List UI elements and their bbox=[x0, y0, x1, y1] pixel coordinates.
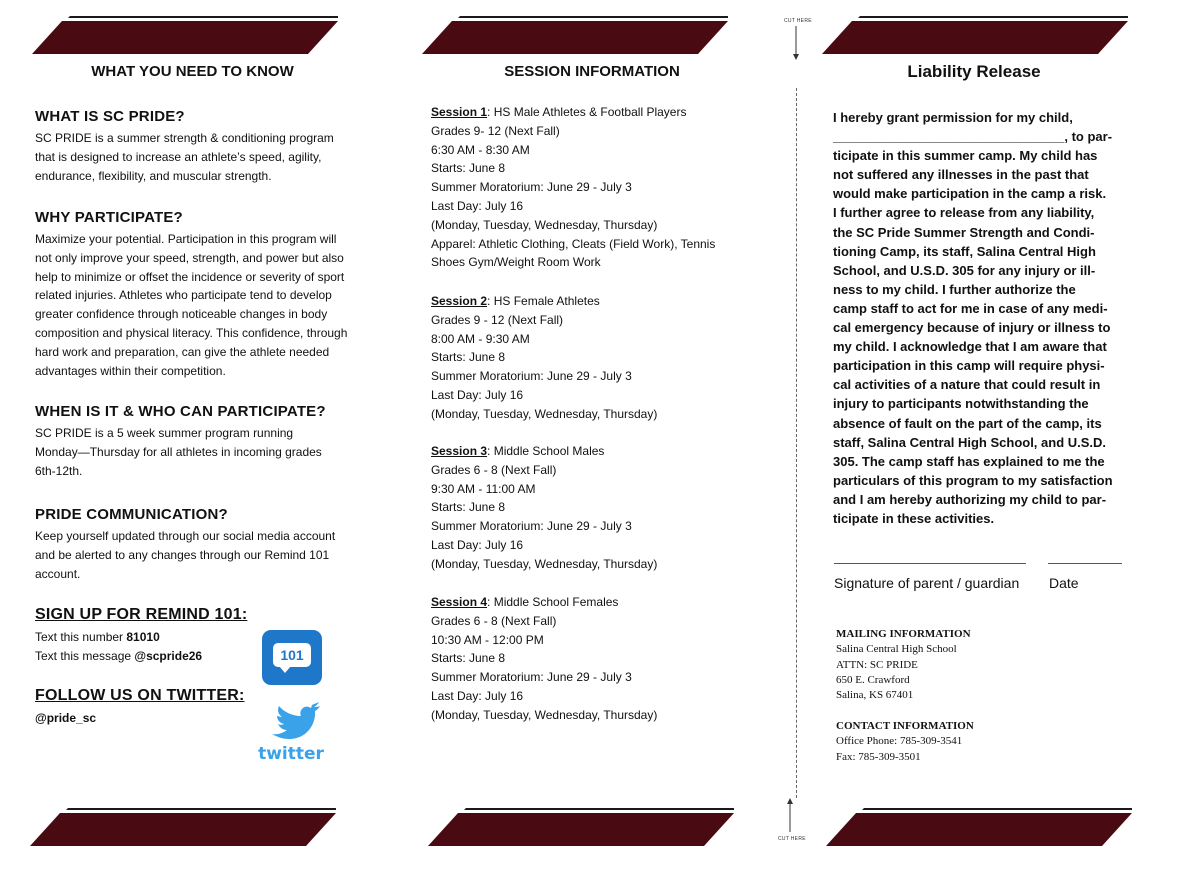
release-line: ticipate in these activities. bbox=[833, 510, 995, 526]
session-title: : HS Male Athletes & Football Players bbox=[487, 105, 687, 119]
contact-title: CONTACT INFORMATION bbox=[836, 720, 974, 732]
remind-icon-text: 101 bbox=[273, 643, 311, 667]
release-line: I hereby grant permission for my child, bbox=[833, 110, 1073, 125]
session-4 bbox=[431, 593, 751, 725]
twitter-title: FOLLOW US ON TWITTER: bbox=[35, 687, 245, 704]
mailing-line: ATTN: SC PRIDE bbox=[836, 658, 918, 671]
session-line: Last Day: July 16 bbox=[431, 537, 524, 552]
signup-title: SIGN UP FOR REMIND 101: bbox=[35, 606, 248, 623]
signup-number-prefix: Text this number bbox=[35, 630, 127, 644]
mailing-info bbox=[836, 627, 1116, 703]
remind-101-icon bbox=[262, 630, 322, 685]
release-line: the SC Pride Summer Strength and Condi- bbox=[833, 224, 1095, 240]
session-line: (Monday, Tuesday, Wednesday, Thursday) bbox=[431, 556, 658, 571]
bottom-banner-left bbox=[30, 806, 340, 848]
comm-section bbox=[35, 506, 355, 583]
session-line: 8:00 AM - 9:30 AM bbox=[431, 331, 530, 346]
session-2 bbox=[431, 292, 751, 424]
session-line: Grades 6 - 8 (Next Fall) bbox=[431, 613, 557, 628]
contact-phone: Office Phone: 785-309-3541 bbox=[836, 735, 963, 748]
release-line: not suffered any illnesses in the past that bbox=[833, 167, 1089, 183]
session-line: Starts: June 8 bbox=[431, 500, 506, 515]
contact-info bbox=[836, 719, 1116, 765]
session-line: Grades 9- 12 (Next Fall) bbox=[431, 123, 560, 138]
release-line: injury to participants notwithstanding the bbox=[833, 396, 1089, 412]
session-header bbox=[431, 442, 751, 461]
left-heading: WHAT YOU NEED TO KNOW bbox=[91, 63, 294, 80]
what-section bbox=[35, 108, 355, 185]
cut-here-bottom-label: CUT HERE bbox=[778, 836, 806, 842]
what-title: WHAT IS SC PRIDE? bbox=[35, 108, 185, 125]
session-line: Summer Moratorium: June 29 - July 3 bbox=[431, 369, 632, 384]
right-heading: Liability Release bbox=[907, 62, 1041, 81]
session-3 bbox=[431, 442, 751, 574]
signature-line[interactable] bbox=[834, 563, 1026, 564]
date-label: Date bbox=[1049, 575, 1079, 591]
top-banner-middle bbox=[422, 14, 732, 56]
release-line: camp staff to act for me in case of any medi- bbox=[833, 300, 1108, 316]
session-name: Session 1 bbox=[431, 105, 488, 119]
session-header bbox=[431, 292, 751, 311]
session-line: Starts: June 8 bbox=[431, 161, 506, 176]
release-line: cal activities of a nature that could result in bbox=[833, 377, 1101, 393]
session-title: : HS Female Athletes bbox=[487, 294, 600, 308]
session-header bbox=[431, 103, 751, 122]
signup-message: @scpride26 bbox=[134, 648, 203, 663]
contact-fax: Fax: 785-309-3501 bbox=[836, 750, 921, 763]
middle-heading: SESSION INFORMATION bbox=[504, 63, 680, 80]
session-name: Session 2 bbox=[431, 294, 488, 308]
liability-release-text bbox=[833, 108, 1129, 528]
release-line: tioning Camp, its staff, Salina Central High bbox=[833, 243, 1096, 259]
date-line[interactable] bbox=[1048, 563, 1122, 564]
release-line: my child. I acknowledge that I am aware that bbox=[833, 339, 1107, 355]
mailing-line: Salina, KS 67401 bbox=[836, 689, 914, 702]
mailing-line: 650 E. Crawford bbox=[836, 673, 910, 686]
session-line: Shoes Gym/Weight Room Work bbox=[431, 255, 601, 270]
top-banner-right bbox=[822, 14, 1132, 56]
why-text: Maximize your potential. Participation in this program will not only improve your speed, strength, and power but also help to minimize or offset the incidence or severity of sport related injuries. Athletes who participate tend to develop greater confidence through noticeable changes in body composition and physical literacy. This confidence, through hard work and preparation, can give the athlete needed advantages within their competition. bbox=[35, 232, 348, 378]
twitter-handle: @pride_sc bbox=[35, 711, 97, 725]
session-line: Summer Moratorium: June 29 - July 3 bbox=[431, 670, 632, 685]
session-line: (Monday, Tuesday, Wednesday, Thursday) bbox=[431, 406, 658, 421]
release-line: staff, Salina Central High School, and U.S.D. bbox=[833, 434, 1107, 450]
signup-message-prefix: Text this message bbox=[35, 648, 135, 663]
release-line: ness to my child. I further authorize the bbox=[833, 281, 1076, 297]
session-line: Starts: June 8 bbox=[431, 651, 506, 666]
signup-number: 81010 bbox=[126, 630, 160, 644]
release-line: I further agree to release from any liability, bbox=[833, 205, 1095, 221]
release-line: 305. The camp staff has explained to me the bbox=[833, 453, 1105, 469]
release-line: ticipate in this summer camp. My child has bbox=[833, 148, 1098, 164]
session-line: Summer Moratorium: June 29 - July 3 bbox=[431, 180, 632, 195]
release-line: and I am hereby authorizing my child to par- bbox=[833, 491, 1107, 507]
session-line: 6:30 AM - 8:30 AM bbox=[431, 142, 530, 157]
release-line: would make participation in the camp a risk. bbox=[833, 186, 1107, 202]
session-line: Grades 6 - 8 (Next Fall) bbox=[431, 462, 557, 477]
bottom-banner-middle bbox=[428, 806, 738, 848]
why-title: WHY PARTICIPATE? bbox=[35, 209, 183, 226]
session-line: Last Day: July 16 bbox=[431, 198, 524, 213]
release-line: particulars of this program to my satisfaction bbox=[833, 472, 1113, 488]
session-line: 10:30 AM - 12:00 PM bbox=[431, 632, 544, 647]
what-text: SC PRIDE is a summer strength & conditioning program that is designed to increase an athlete’s speed, agility, endurance, flexibility, and muscular strength. bbox=[35, 131, 334, 183]
session-line: 9:30 AM - 11:00 AM bbox=[431, 481, 536, 496]
when-title: WHEN IS IT & WHO CAN PARTICIPATE? bbox=[35, 403, 326, 420]
session-name: Session 3 bbox=[431, 444, 488, 458]
mailing-title: MAILING INFORMATION bbox=[836, 628, 971, 640]
cut-dashed-line bbox=[796, 88, 797, 798]
session-line: Grades 9 - 12 (Next Fall) bbox=[431, 312, 564, 327]
release-line: absence of fault on the part of the camp, its bbox=[833, 415, 1102, 431]
session-line: Summer Moratorium: June 29 - July 3 bbox=[431, 519, 632, 534]
top-banner-left bbox=[32, 14, 342, 56]
release-line: School, and U.S.D. 305 for any injury or ill- bbox=[833, 262, 1096, 278]
release-line: cal emergency because of injury or illness to bbox=[833, 320, 1111, 336]
signature-label: Signature of parent / guardian bbox=[834, 575, 1020, 591]
session-line: (Monday, Tuesday, Wednesday, Thursday) bbox=[431, 707, 658, 722]
remind-icon-tail bbox=[279, 666, 291, 673]
session-1 bbox=[431, 103, 751, 272]
cut-here-top-label: CUT HERE bbox=[784, 18, 812, 24]
release-line: participation in this camp will require physi- bbox=[833, 358, 1105, 374]
session-header bbox=[431, 593, 751, 612]
session-line: Apparel: Athletic Clothing, Cleats (Field Work), Tennis bbox=[431, 236, 716, 251]
cut-arrow-down-icon bbox=[790, 26, 802, 67]
session-line: Starts: June 8 bbox=[431, 350, 506, 365]
session-line: Last Day: July 16 bbox=[431, 688, 524, 703]
mailing-line: Salina Central High School bbox=[836, 643, 957, 656]
why-section bbox=[35, 209, 355, 380]
cut-arrow-up-icon bbox=[784, 798, 796, 839]
comm-text: Keep yourself updated through our social media account and be alerted to any changes through our Remind 101 account. bbox=[35, 529, 336, 581]
session-line: (Monday, Tuesday, Wednesday, Thursday) bbox=[431, 217, 658, 232]
twitter-bird-icon bbox=[256, 700, 326, 770]
session-title: : Middle School Females bbox=[487, 595, 619, 609]
comm-title: PRIDE COMMUNICATION? bbox=[35, 506, 228, 523]
bottom-banner-right bbox=[826, 806, 1136, 848]
when-text: SC PRIDE is a 5 week summer program running Monday—Thursday for all athletes in incoming grades 6th-12th. bbox=[35, 426, 322, 478]
session-title: : Middle School Males bbox=[487, 444, 605, 458]
release-line: ________________________________, to par- bbox=[833, 129, 1113, 145]
when-section bbox=[35, 403, 355, 480]
session-name: Session 4 bbox=[431, 595, 488, 609]
session-line: Last Day: July 16 bbox=[431, 387, 524, 402]
twitter-wordmark: twitter bbox=[258, 744, 324, 764]
